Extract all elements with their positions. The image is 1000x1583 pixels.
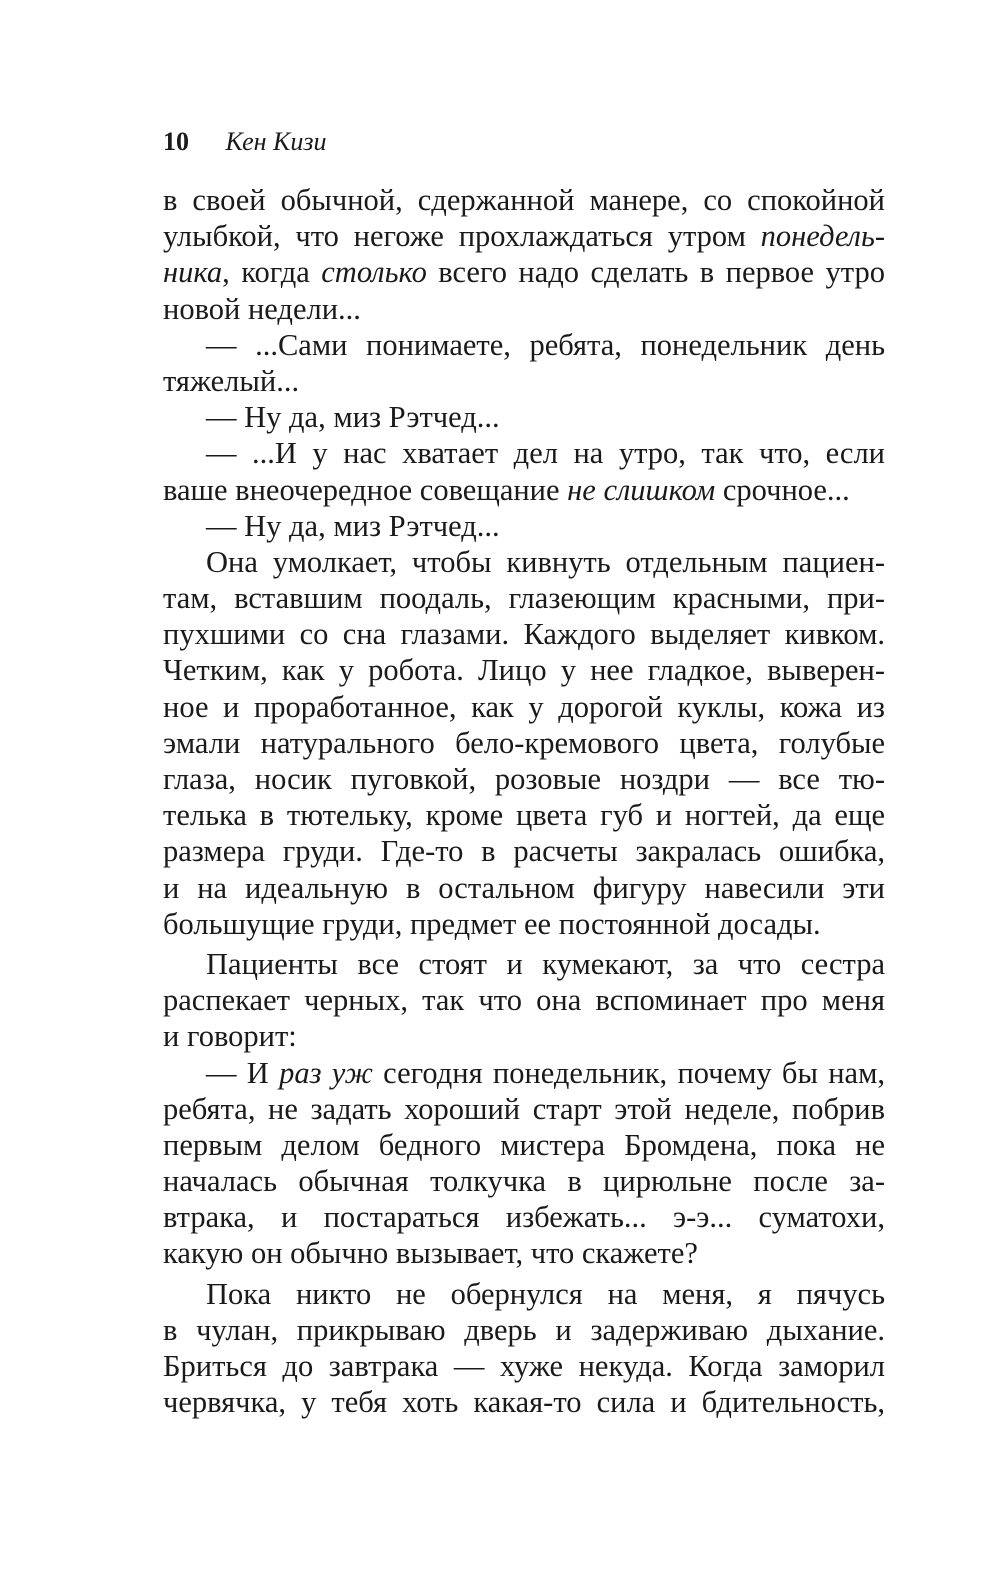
text-run: пухшими со сна глазами. Каждого выделяет кивком.	[163, 617, 885, 652]
text-line	[163, 1091, 885, 1127]
text-line	[163, 1384, 885, 1420]
text-run: какую он обычно вызывает, что скажете?	[163, 1236, 698, 1271]
italic-text-run: ника	[163, 255, 223, 290]
running-title: Кен Кизи	[225, 127, 327, 156]
text-run: новой недели...	[163, 291, 361, 326]
text-line	[163, 1055, 885, 1091]
text-run: глаза, носик пуговкой, розовые ноздри — все тю-	[163, 762, 885, 796]
text-run: Бриться до завтрака — хуже некуда. Когда заморил	[163, 1349, 885, 1383]
text-run: всего надо сделать в первое утро	[426, 255, 885, 290]
italic-text-run: столько	[321, 255, 427, 290]
text-line	[163, 1276, 885, 1312]
text-run: — Ну да, миз Рэтчед...	[206, 400, 500, 435]
text-run: втрака, и постараться избежать... э-э... суматохи,	[163, 1200, 885, 1235]
book-page	[163, 120, 885, 1420]
text-run: — ...Сами понимаете, ребята, понедельник день	[206, 327, 885, 362]
text-run: Четким, как у робота. Лицо у нее гладкое, выверен-	[163, 653, 885, 688]
text-run: тяжелый...	[163, 363, 300, 398]
text-run: червячка, у тебя хоть какая-то сила и бдительность,	[163, 1385, 885, 1420]
text-run: эмали натурального бело-кремового цвета, голубые	[163, 725, 885, 760]
text-run: в чулан, прикрываю дверь и задерживаю дыхание.	[163, 1312, 885, 1347]
text-run: и говорит:	[163, 1019, 297, 1054]
text-line	[163, 472, 885, 508]
text-line	[163, 689, 885, 725]
text-line	[163, 725, 885, 761]
text-run: и на идеальную в остальном фигуру навесили эти	[163, 870, 885, 905]
text-line	[163, 1127, 885, 1163]
text-line	[163, 1312, 885, 1348]
text-line	[163, 254, 885, 290]
text-run: Пациенты все стоят и кумекают, за что сестра	[206, 946, 885, 981]
text-line	[163, 435, 885, 471]
text-run: в своей обычной, сдержанной манере, со спокойной	[163, 183, 885, 217]
text-line	[163, 1199, 885, 1235]
text-run: телька в тютельку, кроме цвета губ и ногтей, да еще	[163, 798, 885, 833]
italic-text-run: понедель-	[760, 219, 885, 254]
text-line	[163, 870, 885, 906]
text-line	[163, 946, 885, 982]
text-run: , когда	[222, 255, 322, 290]
text-run: — И	[206, 1055, 280, 1090]
text-run: — ...И у нас хватает дел на утро, так что, если	[206, 436, 885, 471]
text-run: Она умолкает, чтобы кивнуть отдельным пациен-	[206, 544, 885, 579]
text-run: ное и проработанное, как у дорогой куклы, кожа из	[163, 689, 885, 724]
text-run: улыбкой, что негоже прохлаждаться утром	[163, 219, 761, 254]
text-line	[163, 544, 885, 580]
text-line	[163, 616, 885, 652]
text-run: Пока никто не обернулся на меня, я пячусь	[206, 1276, 885, 1311]
text-line	[163, 906, 885, 942]
text-line	[163, 833, 885, 869]
text-run: срочное...	[715, 472, 850, 507]
page-number: 10	[163, 127, 189, 156]
text-run: ваше внеочередное совещание	[163, 472, 568, 507]
text-run: сегодня понедельник, почему бы нам,	[372, 1055, 886, 1090]
text-run: распекает черных, так что она вспоминает про меня	[163, 983, 885, 1018]
text-line	[163, 218, 885, 254]
text-line	[163, 508, 885, 544]
text-line	[163, 291, 885, 327]
body-text	[163, 182, 885, 1420]
text-run: ребята, не задать хороший старт этой неделе, побрив	[163, 1091, 885, 1126]
text-line	[163, 1018, 885, 1054]
italic-text-run: не слишком	[567, 472, 716, 507]
text-run: размера груди. Где-то в расчеты закралась ошибка,	[163, 834, 885, 869]
text-line	[163, 580, 885, 616]
text-run: там, вставшим поодаль, глазеющим красными, при-	[163, 581, 885, 616]
text-line	[163, 363, 885, 399]
text-line	[163, 1235, 885, 1271]
running-head	[163, 120, 885, 164]
text-run: большущие груди, предмет ее постоянной досады.	[163, 906, 821, 941]
text-line	[163, 399, 885, 435]
text-line	[163, 182, 885, 218]
text-line	[163, 1163, 885, 1199]
text-run: первым делом бедного мистера Бромдена, пока не	[163, 1127, 885, 1162]
text-line	[163, 982, 885, 1018]
text-line	[163, 761, 885, 797]
text-run: началась обычная толкучка в цирюльне после за-	[163, 1164, 885, 1199]
italic-text-run: раз уж	[279, 1055, 373, 1090]
text-run: — Ну да, миз Рэтчед...	[206, 508, 500, 543]
text-line	[163, 327, 885, 363]
text-line	[163, 1348, 885, 1384]
text-line	[163, 652, 885, 688]
text-line	[163, 797, 885, 833]
